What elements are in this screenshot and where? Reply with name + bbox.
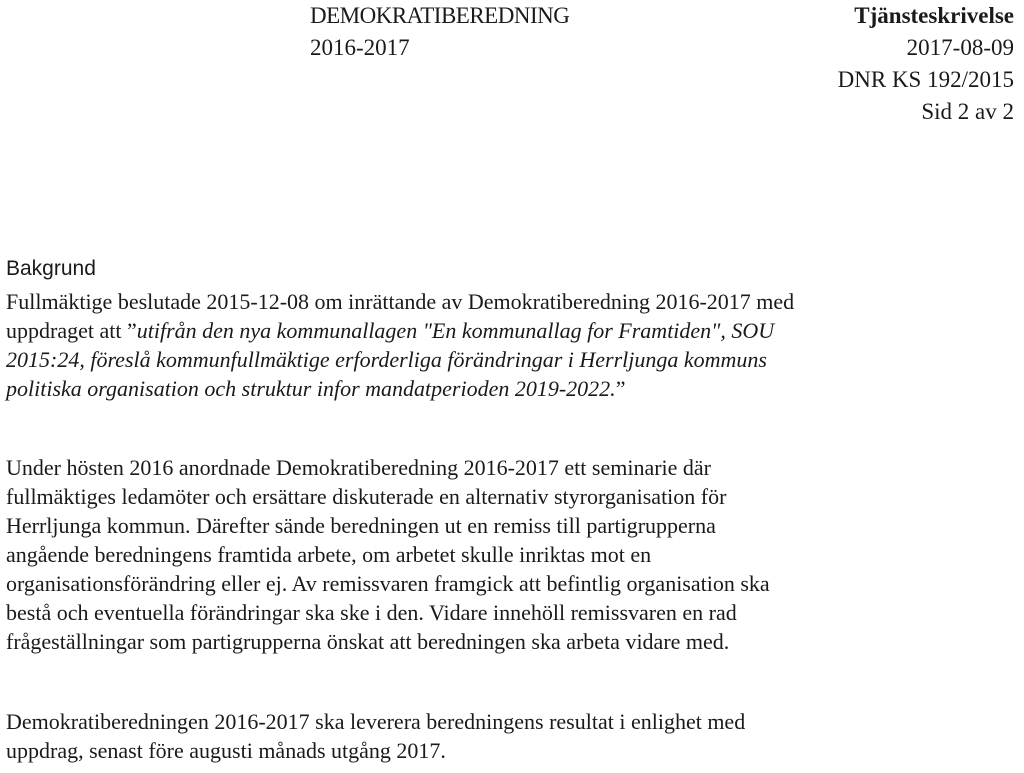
paragraph-line: uppdrag, senast före augusti månads utgång 2017.: [6, 738, 446, 763]
paragraph-line: angående beredningens framtida arbete, om arbetet skulle inriktas mot en: [6, 542, 652, 567]
paragraph-line: [6, 374, 1016, 403]
quote-line: 2015:24, föreslå kommunfullmäktige erforderliga förändringar i Herrljunga kommuns: [6, 347, 767, 372]
paragraph-line: organisationsförändring eller ej. Av remissvaren framgick att befintlig organisation ska: [6, 571, 770, 596]
document-header-right: [838, 0, 1014, 128]
paragraph-line: Demokratiberedningen 2016-2017 ska leverera beredningens resultat i enlighet med: [6, 709, 746, 734]
period: 2016-2017: [310, 35, 410, 60]
organization-name: DEMOKRATIBEREDNING: [310, 3, 570, 28]
section-heading: Bakgrund: [6, 257, 96, 280]
quote-text: politiska organisation och struktur infor mandatperioden 2019-2022.: [6, 376, 616, 401]
paragraph-seminar: [6, 453, 1016, 656]
paragraph-line: Herrljunga kommun. Därefter sände beredningen ut en remiss till partigrupperna: [6, 513, 716, 538]
quote-text: utifrån den nya kommunallagen "En kommunallag for Framtiden", SOU: [136, 318, 775, 343]
document-type: Tjänsteskrivelse: [854, 3, 1014, 28]
document-header-left: [310, 0, 569, 64]
paragraph-line: Fullmäktige beslutade 2015-12-08 om inrättande av Demokratiberedning 2016-2017 med: [6, 289, 795, 314]
paragraph-line: bestå och eventuella förändringar ska ske i den. Vidare innehöll remissvaren en rad: [6, 600, 737, 625]
document-date: 2017-08-09: [906, 35, 1014, 60]
paragraph-line: fullmäktiges ledamöter och ersättare diskuterade en alternativ styrorganisation för: [6, 484, 727, 509]
text-run: uppdraget att ”: [6, 318, 137, 343]
page-number: Sid 2 av 2: [921, 99, 1014, 124]
paragraph-background-decision: [6, 287, 1016, 403]
paragraph-line: Under hösten 2016 anordnade Demokratiberedning 2016-2017 ett seminarie där: [6, 455, 712, 480]
paragraph-line: [6, 316, 1016, 345]
paragraph-line: frågeställningar som partigrupperna önskat att beredningen ska arbeta vidare med.: [6, 629, 730, 654]
paragraph-delivery: [6, 707, 1016, 765]
text-run: ”: [615, 376, 626, 401]
reference-number: DNR KS 192/2015: [837, 67, 1014, 92]
